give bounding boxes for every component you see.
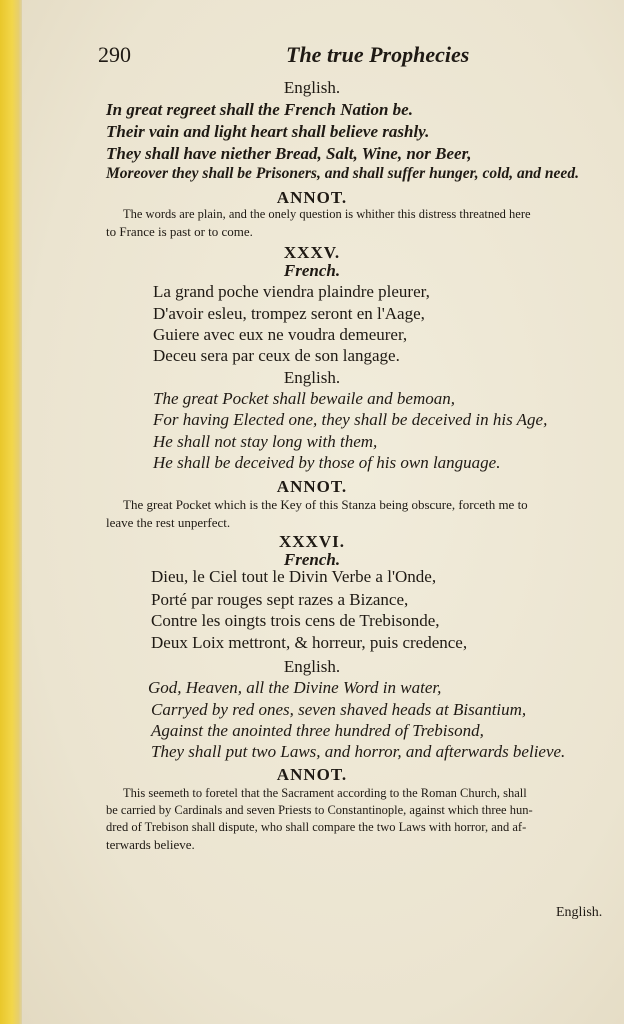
verse-line: Guiere avec eux ne voudra demeurer, [153,325,408,344]
verse-line: Their vain and light heart shall believe rashly. [106,122,430,141]
annot-text: The great Pocket which is the Key of this Stanza being obscure, forceth me to [123,497,528,512]
stanza-number: XXXVI. [279,532,345,551]
verse-line: Contre les oingts trois cens de Trebisonde, [151,611,440,630]
running-title: The true Prophecies [286,42,470,67]
verse-line: The great Pocket shall bewaile and bemoan, [153,389,456,408]
verse-line: Deux Loix mettront, & horreur, puis credence, [151,633,468,652]
annot-text: This seemeth to foretel that the Sacrament according to the Roman Church, shall [123,786,527,800]
annot-heading: ANNOT. [276,188,348,207]
english-heading: English. [283,78,341,97]
page-number: 290 [98,42,131,67]
verse-line: In great regreet shall the French Nation be. [106,100,413,119]
verse-line: D'avoir esleu, trompez seront en l'Aage, [153,304,425,323]
annot-text: The words are plain, and the onely question is whither this distress threatned here [123,207,531,221]
annot-text: to France is past or to come. [106,224,253,239]
english-heading: English. [283,657,341,676]
verse-line: He shall not stay long with them, [153,432,378,451]
french-heading: French. [283,261,341,280]
stanza-number: XXXV. [283,243,341,262]
verse-line: Carryed by red ones, seven shaved heads at Bisantium, [151,700,527,719]
annot-heading: ANNOT. [276,477,348,496]
verse-line: They shall put two Laws, and horror, and afterwards believe. [151,742,566,761]
verse-line: Dieu, le Ciel tout le Divin Verbe a l'Onde, [151,567,437,586]
catchword: English. [556,905,603,920]
verse-line: God, Heaven, all the Divine Word in water, [148,678,442,697]
english-heading: English. [283,368,341,387]
verse-line: Against the anointed three hundred of Trebisond, [151,721,484,740]
gilded-page-edge [0,0,22,1024]
annot-text: be carried by Cardinals and seven Priests to Constantinople, against which three hun- [106,803,533,817]
annot-heading: ANNOT. [276,765,348,784]
annot-text: terwards believe. [106,837,195,852]
verse-line: Porté par rouges sept razes a Bizance, [151,590,409,609]
verse-line: La grand poche viendra plaindre pleurer, [153,282,430,301]
french-heading: French. [283,550,341,569]
verse-line: Moreover they shall be Prisoners, and shall suffer hunger, cold, and need. [106,165,579,182]
verse-line: He shall be deceived by those of his own language. [153,453,501,472]
annot-text: dred of Trebison shall dispute, who shall compare the two Laws with horror, and af- [106,820,527,834]
verse-line: They shall have niether Bread, Salt, Wine, nor Beer, [106,144,472,163]
verse-line: Deceu sera par ceux de son langage. [153,346,400,365]
verse-line: For having Elected one, they shall be deceived in his Age, [153,410,548,429]
annot-text: leave the rest unperfect. [106,515,231,530]
